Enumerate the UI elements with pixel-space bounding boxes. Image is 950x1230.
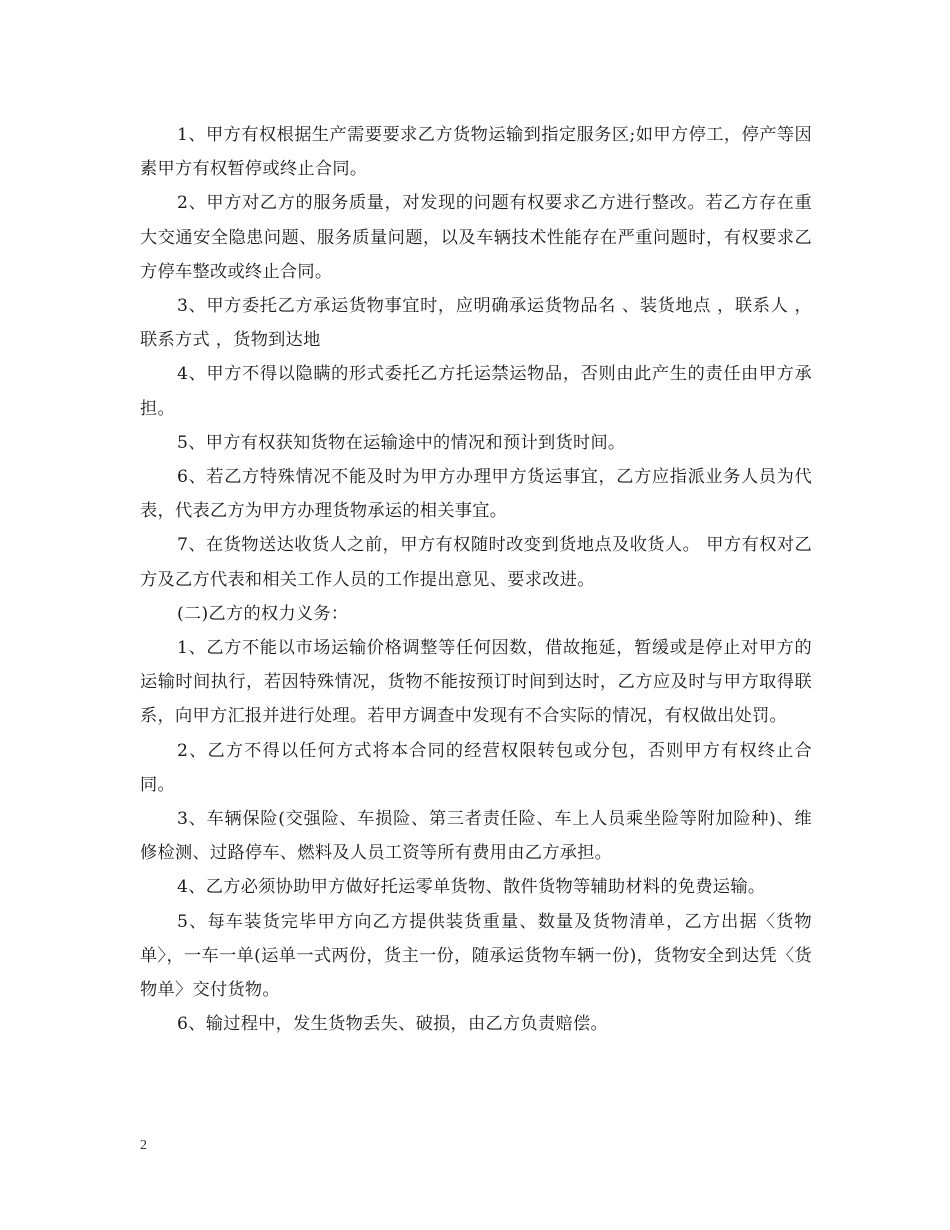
contract-body bbox=[140, 118, 812, 1041]
clause-paragraph: 6、若乙方特殊情况不能及时为甲方办理甲方货运事宜，乙方应指派业务人员为代表，代表乙方为甲方办理货物承运的相关事宜。 bbox=[140, 467, 812, 522]
clause-paragraph: 2、乙方不得以任何方式将本合同的经营权限转包或分包，否则甲方有权终止合同。 bbox=[140, 740, 812, 795]
clause-paragraph: 5、每车装货完毕甲方向乙方提供装货重量、数量及货物清单，乙方出据〈货物单〉，一车一单(运单一式两份，货主一份，随承运货物车辆一份)，货物安全到达凭〈货物单〉交付货物。 bbox=[140, 911, 812, 1001]
clause-paragraph: 4、乙方必须协助甲方做好托运零单货物、散件货物等辅助材料的免费运输。 bbox=[177, 877, 766, 898]
page-number: 2 bbox=[140, 1138, 147, 1153]
clause-paragraph: 1、乙方不能以市场运输价格调整等任何因数，借故拖延，暂缓或是停止对甲方的运输时间执行，若因特殊情况，货物不能按预订时间到达时，乙方应及时与甲方取得联系，向甲方汇报并进行处理。若甲方调查中发现有不合实际的情况，有权做出处罚。 bbox=[140, 638, 812, 727]
clause-paragraph: 3、车辆保险(交强险、车损险、第三者责任险、车上人员乘坐险等附加险种)、维修检测、过路停车、燃料及人员工资等所有费用由乙方承担。 bbox=[140, 809, 812, 864]
clause-paragraph: 3、甲方委托乙方承运货物事宜时，应明确承运货物品名 、装货地点 ，联系人 ，联系方式 ，货物到达地 bbox=[140, 296, 812, 351]
clause-paragraph: 4、甲方不得以隐瞒的形式委托乙方托运禁运物品，否则由此产生的责任由甲方承担。 bbox=[140, 364, 812, 419]
clause-paragraph: 2、甲方对乙方的服务质量，对发现的问题有权要求乙方进行整改。若乙方存在重大交通安全隐患问题、服务质量问题，以及车辆技术性能存在严重问题时，有权要求乙方停车整改或终止合同。 bbox=[140, 193, 812, 282]
clause-paragraph: 6、输过程中，发生货物丢失、破损，由乙方负责赔偿。 bbox=[177, 1014, 608, 1035]
section-heading: (二)乙方的权力义务： bbox=[177, 603, 349, 624]
clause-paragraph: 5、甲方有权获知货物在运输途中的情况和预计到货时间。 bbox=[177, 432, 626, 453]
clause-paragraph: 1、甲方有权根据生产需要要求乙方货物运输到指定服务区;如甲方停工，停产等因素甲方有权暂停或终止合同。 bbox=[140, 125, 812, 180]
clause-paragraph: 7、在货物送达收货人之前，甲方有权随时改变到货地点及收货人。 甲方有权对乙方及乙方代表和相关工作人员的工作提出意见、要求改进。 bbox=[140, 535, 812, 590]
